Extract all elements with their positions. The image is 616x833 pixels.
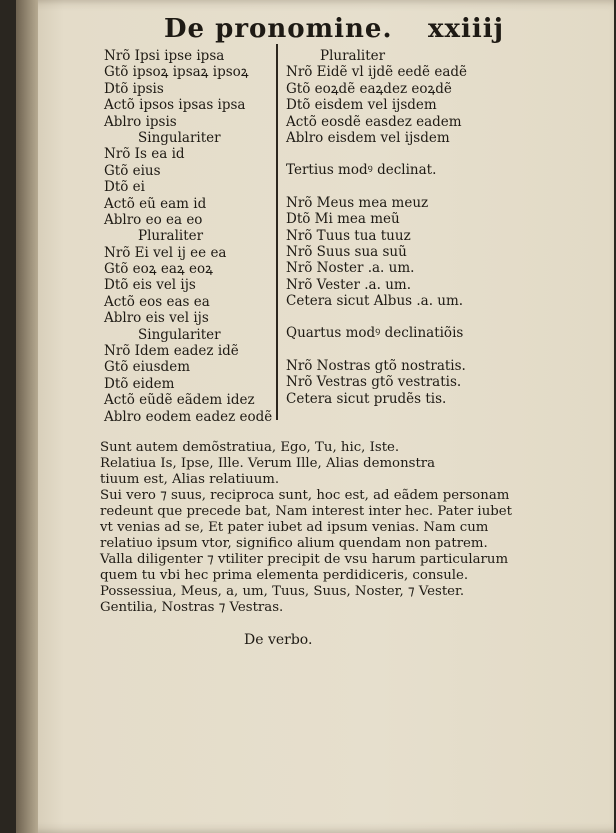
right-column-line: Ablro eisdem vel ijsdem	[286, 129, 450, 146]
body-line: Relatiua Is, Ipse, Ille. Verum Ille, Alias demonstra	[100, 456, 436, 471]
section-footer: De verbo.	[244, 632, 313, 648]
left-column-line: Dtõ eis vel ijs	[104, 277, 196, 294]
right-column-line: Pluraliter	[320, 48, 386, 64]
body-line: Gentilia, Nostras ⁊ Vestras.	[100, 600, 284, 615]
right-column-line: Gtõ eoꝝdẽ eaꝝdez eoꝝdẽ	[286, 80, 452, 97]
left-column-line: Actõ eũdẽ eãdem idez	[104, 392, 255, 409]
left-column-line: Pluraliter	[138, 228, 204, 245]
right-column-line: Dtõ eisdem vel ijsdem	[286, 97, 437, 114]
left-column-line: Ablro eo ea eo	[104, 211, 203, 228]
left-column-line: Nrõ Idem eadez idẽ	[104, 343, 239, 360]
body-line: Possessiua, Meus, a, um, Tuus, Suus, Noster, ⁊ Vester.	[100, 584, 465, 599]
left-column-line: Nrõ Ei vel ij ee ea	[104, 244, 227, 261]
body-line: tiuum est, Alias relatiuum.	[100, 472, 280, 487]
right-column-line: Nrõ Vestras gtõ vestratis.	[286, 374, 462, 391]
right-column-line: Cetera sicut prudẽs tis.	[286, 390, 447, 407]
left-column-line: Ablro eodem eadez eodẽ	[104, 408, 273, 425]
left-column-line: Ablro eis vel ijs	[104, 310, 209, 327]
left-column-line: Gtõ eoꝝ eaꝝ eoꝝ	[104, 261, 213, 278]
folio-number: xxiiij	[428, 14, 505, 44]
left-column-line: Dtõ ipsis	[104, 80, 164, 97]
left-column-line: Ablro ipsis	[104, 113, 177, 130]
running-head: De pronomine.	[164, 14, 393, 44]
right-column-line: Nrõ Meus mea meuz	[286, 194, 429, 211]
left-column-line: Nrõ Is ea id	[104, 146, 185, 163]
left-column-line: Singulariter	[138, 326, 221, 343]
left-column-line: Singulariter	[138, 129, 221, 146]
left-column-line: Dtõ ei	[104, 179, 145, 196]
right-column-line: Nrõ Suus sua suũ	[286, 243, 407, 260]
left-column-line: Actõ eũ eam id	[104, 195, 207, 212]
left-column-line: Dtõ eidem	[104, 375, 175, 392]
body-line: Sui vero ⁊ suus, reciproca sunt, hoc est, ad eãdem personam	[100, 488, 510, 503]
left-column	[104, 48, 272, 425]
right-column-line: Cetera sicut Albus .a. um.	[286, 293, 464, 310]
body-line: vt venias ad se, Et pater iubet ad ipsum venias. Nam cum	[100, 520, 489, 535]
left-column-line: Actõ ipsos ipsas ipsa	[104, 97, 246, 114]
right-column-line: Nrõ Eidẽ vl ijdẽ eedẽ eadẽ	[286, 64, 468, 81]
right-column-line: Actõ eosdẽ easdez eadem	[286, 113, 462, 130]
body-line: Valla diligenter ⁊ vtiliter precipit de vsu harum particularum	[100, 552, 509, 567]
left-column-line: Gtõ eiusdem	[104, 359, 190, 376]
left-column-line: Gtõ eius	[104, 162, 161, 179]
body-line: relatiuo ipsum vtor, significo alium quendam non patrem.	[100, 536, 488, 551]
column-rule	[276, 44, 278, 420]
body-line: quem tu vbi hec prima elementa perdidiceris, consule.	[100, 568, 469, 583]
right-column	[286, 48, 467, 407]
body-line: Sunt autem demõstratiua, Ego, Tu, hic, Iste.	[100, 440, 400, 455]
right-column-line: Nrõ Tuus tua tuuz	[286, 227, 411, 244]
body-paragraph	[100, 440, 512, 616]
right-column-line: Tertius modꝰ declinat.	[286, 162, 437, 179]
left-column-line: Actõ eos eas ea	[104, 293, 210, 310]
left-column-line: Nrõ Ipsi ipse ipsa	[104, 48, 225, 64]
right-column-line: Nrõ Noster .a. um.	[286, 260, 415, 277]
page-gutter	[16, 0, 38, 833]
right-column-line: Quartus modꝰ declinatiõis	[286, 325, 464, 342]
right-column-line: Nrõ Vester .a. um.	[286, 276, 411, 293]
body-line: redeunt que precede bat, Nam interest inter hec. Pater iubet	[100, 504, 512, 519]
book-page	[16, 0, 614, 833]
right-column-line: Nrõ Nostras gtõ nostratis.	[286, 357, 466, 374]
left-column-line: Gtõ ipsoꝝ ipsaꝝ ipsoꝝ	[104, 64, 249, 81]
right-column-line: Dtõ Mi mea meũ	[286, 211, 400, 228]
